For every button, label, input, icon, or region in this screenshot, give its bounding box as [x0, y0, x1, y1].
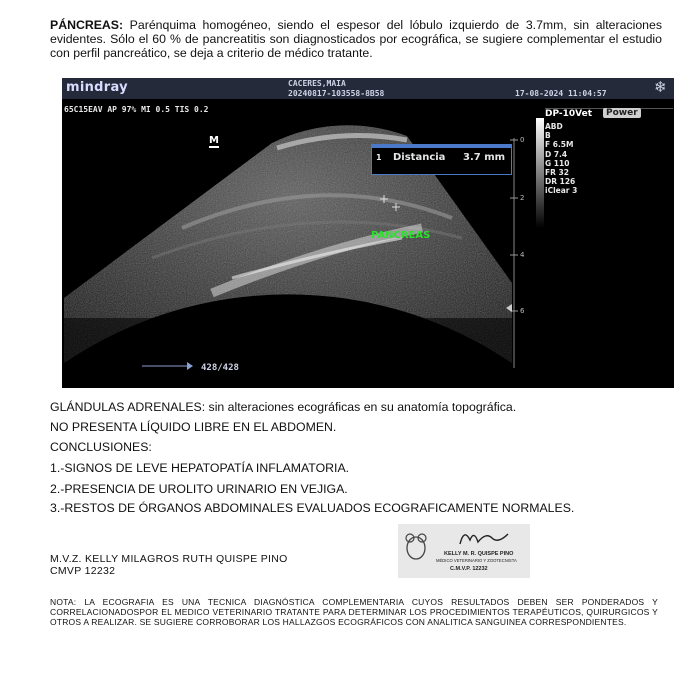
handwritten-signature	[460, 534, 508, 544]
setting-item: B	[545, 131, 551, 141]
setting-item: iClear 3	[545, 186, 578, 196]
disclaimer-note: NOTA: LA ECOGRAFIA ES UNA TECNICA DIAGNÓSTICA COMPLEMENTARIA CUYOS RESULTADOS DEBEN SER PONDERADOS Y CORRELACIONADOSPOR EL MEDICO VETERINARIO TRATANTE PARA DETERMINAR LOS PROCEDIMIENTOS TERAPÉUTICOS, QUIRURGICOS Y OTROS A REALIZAR. SE SUGIERE CORROBORAR LOS HALLAZGOS ECOGRÁFICOS CON ANALITICA SANGUINEA CORRESPONDIENTES.	[50, 597, 658, 627]
measurement-index: 1	[376, 153, 382, 162]
setting-item: FR 32	[545, 168, 569, 178]
power-mode: Power	[603, 108, 641, 118]
depth-label: 6	[520, 307, 525, 315]
adrenals-finding: GLÁNDULAS ADRENALES: sin alteraciones ecográficas en su anatomía topográfica.	[50, 400, 517, 414]
conclusion-item: 2.-PRESENCIA DE UROLITO URINARIO EN VEJIGA.	[50, 482, 348, 496]
stamp-graphic	[398, 524, 530, 578]
vet-license: CMVP 12232	[50, 565, 116, 577]
ultrasound-header	[62, 78, 674, 99]
measurement-label: Distancia	[393, 152, 446, 163]
setting-item: G 110	[545, 158, 570, 168]
setting-item: D 7.4	[545, 149, 568, 159]
measurement-value: 3.7 mm	[463, 152, 506, 163]
exam-id: 20240817-103558-8B58	[288, 89, 385, 98]
setting-item: ABD	[545, 122, 563, 131]
stamp-license: C.M.V.P. 12232	[450, 566, 488, 572]
frame-counter: 428/428	[201, 363, 239, 373]
probe-name: DP-10Vet	[545, 109, 593, 119]
signature-stamp	[398, 524, 530, 578]
conclusion-item: 3.-RESTOS DE ÓRGANOS ABDOMINALES EVALUADOS ECOGRAFICAMENTE NORMALES.	[50, 501, 575, 515]
setting-item: DR 126	[545, 177, 576, 187]
settings-list	[545, 122, 673, 196]
acquisition-params: 65C15EAV AP 97% MI 0.5 TIS 0.2	[64, 105, 209, 114]
conclusion-item: 1.-SIGNOS DE LEVE HEPATOPATÍA INFLAMATORIA.	[50, 461, 350, 475]
stamp-name: KELLY M. R. QUISPE PINO	[444, 551, 514, 557]
depth-label: 4	[520, 251, 525, 259]
orientation-marker: M	[209, 135, 219, 146]
depth-label: 2	[520, 194, 525, 202]
exam-datetime: 17-08-2024 11:04:57	[515, 89, 607, 98]
ultrasound-image	[62, 78, 674, 388]
stamp-title: MÉDICO VETERINARIO Y ZOOTECNISTA	[436, 558, 517, 563]
depth-label: 0	[520, 136, 525, 144]
pancreas-paragraph	[50, 18, 662, 60]
brand-logo: mindray	[66, 80, 128, 95]
freeze-icon: ❄	[654, 79, 667, 96]
patient-name: CACERES,MAIA	[288, 79, 346, 88]
setting-item: F 6.5M	[545, 140, 574, 150]
pancreas-text: Parénquima homogéneo, siendo el espesor del lóbulo izquierdo de 3.7mm, sin alteraciones evidentes. Sólo el 60 % de pancreatitis son diagnosticados por ecográfica, se sugiere complementar el estudio con perfil pancreático, se deja a criterio de médico tratante.	[50, 18, 662, 60]
vet-name: M.V.Z. KELLY MILAGROS RUTH QUISPE PINO	[50, 553, 288, 565]
pancreas-heading: PÁNCREAS:	[50, 18, 124, 32]
measurement-box	[371, 144, 512, 175]
organ-label: PANCREAS	[371, 230, 431, 241]
fluid-finding: NO PRESENTA LÍQUIDO LIBRE EN EL ABDOMEN.	[50, 420, 337, 434]
conclusions-title: CONCLUSIONES:	[50, 440, 152, 454]
